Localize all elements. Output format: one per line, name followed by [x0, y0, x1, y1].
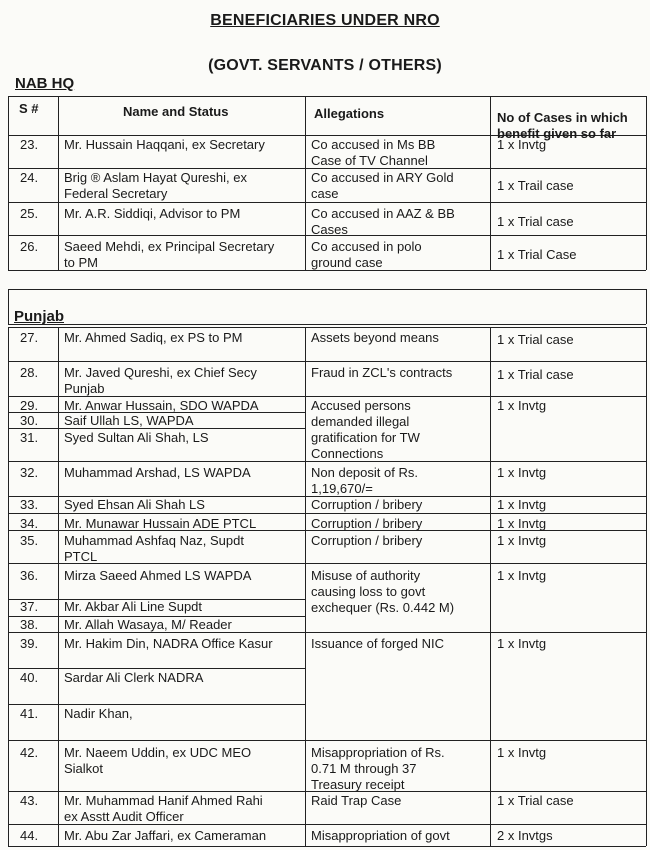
allegation-text: Misappropriation of govt	[311, 828, 450, 843]
allegation-text: gratification for TW	[311, 430, 420, 445]
beneficiary-name-status: Syed Ehsan Ali Shah LS	[64, 497, 205, 512]
page-subtitle: (GOVT. SERVANTS / OTHERS)	[208, 57, 442, 74]
case-count: 1 x Invtg	[497, 398, 547, 413]
header-cases-line1: No of Cases in which	[497, 110, 628, 125]
allegation-text: Case of TV Channel	[311, 153, 428, 168]
allegation-text: Co accused in ARY Gold	[311, 170, 454, 185]
row-divider	[8, 289, 646, 290]
allegation-text: 1,19,670/=	[311, 481, 373, 496]
allegation-text: Corruption / bribery	[311, 533, 423, 548]
serial-number: 28.	[20, 365, 39, 380]
serial-number: 32.	[20, 465, 39, 480]
beneficiary-name-status: Mr. Muhammad Hanif Ahmed Rahi	[64, 793, 263, 808]
column-divider	[490, 96, 491, 270]
serial-number: 38.	[20, 617, 39, 632]
case-count: 1 x Invtg	[497, 516, 547, 531]
beneficiary-name-status: PTCL	[64, 549, 98, 564]
row-divider	[8, 324, 646, 325]
case-count: 1 x Trail case	[497, 178, 574, 193]
case-count: 1 x Trial case	[497, 332, 574, 347]
serial-number: 42.	[20, 745, 39, 760]
case-count: 1 x Trial case	[497, 793, 574, 808]
allegation-text: Co accused in Ms BB	[311, 137, 436, 152]
column-divider	[305, 96, 306, 270]
allegation-text: Corruption / bribery	[311, 516, 423, 531]
beneficiary-name-status: Syed Sultan Ali Shah, LS	[64, 430, 209, 445]
allegation-text: causing loss to govt	[311, 584, 426, 599]
allegation-text: Co accused in polo	[311, 239, 422, 254]
row-divider	[8, 202, 646, 203]
serial-number: 44.	[20, 828, 39, 843]
allegation-text: Assets beyond means	[311, 330, 439, 345]
column-divider	[8, 96, 9, 270]
case-count: 1 x Trial Case	[497, 247, 577, 262]
section-heading-punjab: Punjab	[14, 308, 65, 325]
allegation-text: Non deposit of Rs.	[311, 465, 418, 480]
case-count: 1 x Invtg	[497, 745, 547, 760]
column-divider	[305, 327, 306, 846]
beneficiary-name-status: Punjab	[64, 381, 105, 396]
allegation-text: Fraud in ZCL's contracts	[311, 365, 453, 380]
beneficiary-name-status: Mr. Allah Wasaya, M/ Reader	[64, 617, 232, 632]
beneficiary-name-status: ex Asstt Audit Officer	[64, 809, 184, 824]
beneficiary-name-status: Sardar Ali Clerk NADRA	[64, 670, 204, 685]
beneficiary-name-status: Nadir Khan,	[64, 706, 133, 721]
beneficiary-name-status: Mr. Abu Zar Jaffari, ex Cameraman	[64, 828, 267, 843]
serial-number: 24.	[20, 170, 39, 185]
header-name-status: Name and Status	[123, 104, 229, 119]
column-divider	[8, 289, 9, 324]
beneficiary-name-status: Sialkot	[64, 761, 104, 776]
allegation-text: Accused persons	[311, 398, 411, 413]
beneficiary-name-status: Mr. Hakim Din, NADRA Office Kasur	[64, 636, 273, 651]
allegation-text: Corruption / bribery	[311, 497, 423, 512]
row-divider	[8, 563, 646, 564]
allegation-text: Treasury receipt	[311, 777, 405, 792]
serial-number: 29.	[20, 398, 39, 413]
allegation-text: Issuance of forged NIC	[311, 636, 444, 651]
column-divider	[490, 327, 491, 846]
row-divider	[8, 327, 646, 328]
column-divider	[58, 327, 59, 846]
allegation-text: Raid Trap Case	[311, 793, 402, 808]
column-divider	[58, 96, 59, 270]
case-count: 2 x Invtgs	[497, 828, 553, 843]
case-count: 1 x Trial case	[497, 367, 574, 382]
column-divider	[646, 96, 647, 270]
allegation-text: 0.71 M through 37	[311, 761, 417, 776]
beneficiary-name-status: Mr. Munawar Hussain ADE PTCL	[64, 516, 257, 531]
serial-number: 37.	[20, 599, 39, 614]
case-count: 1 x Invtg	[497, 568, 547, 583]
case-count: 1 x Invtg	[497, 465, 547, 480]
serial-number: 31.	[20, 430, 39, 445]
serial-number: 39.	[20, 636, 39, 651]
section-heading-nab-hq: NAB HQ	[15, 75, 75, 92]
allegation-text: Connections	[311, 446, 384, 461]
page-title: BENEFICIARIES UNDER NRO	[210, 12, 440, 29]
row-divider	[8, 846, 646, 847]
row-divider	[8, 96, 646, 97]
row-divider	[8, 361, 646, 362]
column-divider	[646, 327, 647, 846]
serial-number: 36.	[20, 568, 39, 583]
serial-number: 41.	[20, 706, 39, 721]
row-divider	[8, 704, 305, 705]
allegation-text: exchequer (Rs. 0.442 M)	[311, 600, 455, 615]
column-divider	[646, 289, 647, 324]
serial-number: 34.	[20, 516, 39, 531]
row-divider	[8, 740, 646, 741]
row-divider	[8, 668, 305, 669]
beneficiary-name-status: Mr. Javed Qureshi, ex Chief Secy	[64, 365, 257, 380]
serial-number: 30.	[20, 413, 39, 428]
beneficiary-name-status: Muhammad Ashfaq Naz, Supdt	[64, 533, 244, 548]
allegation-text: Misuse of authority	[311, 568, 421, 583]
column-divider	[8, 327, 9, 846]
allegation-text: demanded illegal	[311, 414, 410, 429]
serial-number: 27.	[20, 330, 39, 345]
beneficiary-name-status: Brig ® Aslam Hayat Qureshi, ex	[64, 170, 247, 185]
case-count: 1 x Invtg	[497, 137, 547, 152]
beneficiary-name-status: Mr. Ahmed Sadiq, ex PS to PM	[64, 330, 243, 345]
beneficiary-name-status: Mr. Hussain Haqqani, ex Secretary	[64, 137, 265, 152]
serial-number: 23.	[20, 137, 39, 152]
beneficiary-name-status: Mirza Saeed Ahmed LS WAPDA	[64, 568, 252, 583]
beneficiary-name-status: Muhammad Arshad, LS WAPDA	[64, 465, 251, 480]
beneficiary-name-status: Mr. Akbar Ali Line Supdt	[64, 599, 203, 614]
header-allegations: Allegations	[314, 106, 385, 121]
allegation-text: Misappropriation of Rs.	[311, 745, 445, 760]
serial-number: 25.	[20, 206, 39, 221]
allegation-text: Cases	[311, 222, 348, 237]
serial-number: 40.	[20, 670, 39, 685]
beneficiary-name-status: to PM	[64, 255, 98, 270]
beneficiary-name-status: Saeed Mehdi, ex Principal Secretary	[64, 239, 275, 254]
serial-number: 26.	[20, 239, 39, 254]
case-count: 1 x Invtg	[497, 533, 547, 548]
row-divider	[8, 513, 646, 514]
case-count: 1 x Invtg	[497, 497, 547, 512]
allegation-text: Co accused in AAZ & BB	[311, 206, 455, 221]
beneficiary-name-status: Mr. A.R. Siddiqi, Advisor to PM	[64, 206, 241, 221]
serial-number: 35.	[20, 533, 39, 548]
serial-number: 33.	[20, 497, 39, 512]
beneficiary-name-status: Mr. Anwar Hussain, SDO WAPDA	[64, 398, 259, 413]
allegation-text: ground case	[311, 255, 383, 270]
header-cases-line2: benefit given so far	[497, 126, 617, 141]
beneficiary-name-status: Federal Secretary	[64, 186, 168, 201]
allegation-text: case	[311, 186, 339, 201]
case-count: 1 x Invtg	[497, 636, 547, 651]
beneficiary-name-status: Mr. Naeem Uddin, ex UDC MEO	[64, 745, 252, 760]
header-serial: S #	[19, 101, 39, 116]
case-count: 1 x Trial case	[497, 214, 574, 229]
serial-number: 43.	[20, 793, 39, 808]
beneficiary-name-status: Saif Ullah LS, WAPDA	[64, 413, 194, 428]
